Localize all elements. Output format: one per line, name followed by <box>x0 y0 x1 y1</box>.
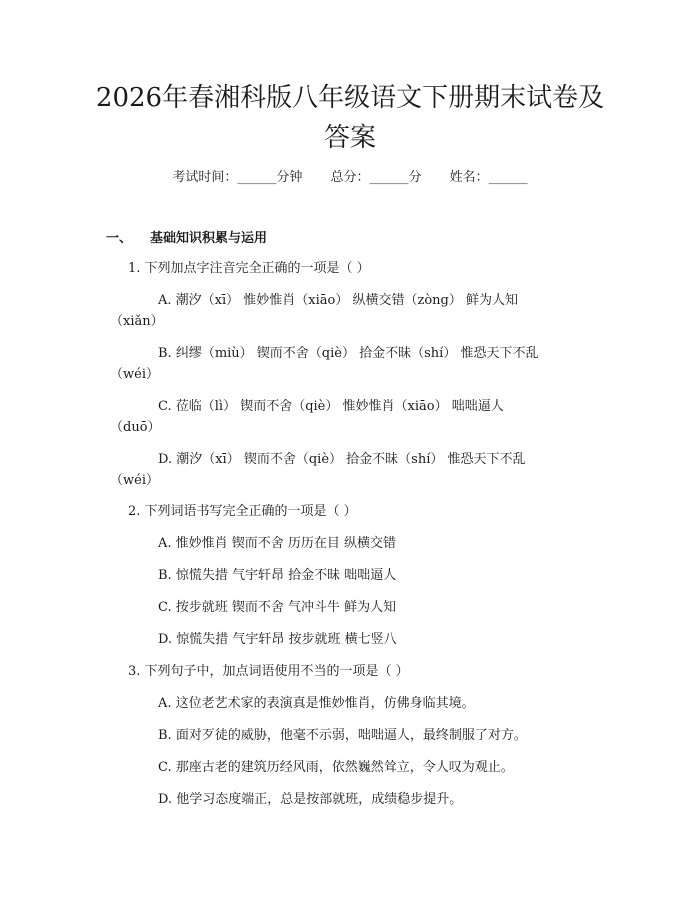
exam-info-line <box>0 168 700 188</box>
q1-option-c: C. 莅临（lì） 锲而不舍（qiè） 惟妙惟肖（xiāo） 咄咄逼人 <box>158 399 504 414</box>
q2-option-a: A. 惟妙惟肖 锲而不舍 历历在目 纵横交错 <box>158 536 397 551</box>
q3-option-d: D. 他学习态度端正，总是按部就班，成绩稳步提升。 <box>158 792 463 807</box>
question-1-stem: 1. 下列加点字注音完全正确的一项是（ ） <box>128 261 370 276</box>
q2-option-c: C. 按步就班 锲而不舍 气冲斗牛 鲜为人知 <box>158 600 397 615</box>
q3-option-a: A. 这位老艺术家的表演真是惟妙惟肖，仿佛身临其境。 <box>158 696 475 711</box>
section-heading <box>106 229 267 249</box>
document-title: 2026年春湘科版八年级语文下册期末试卷及答案 <box>95 83 605 153</box>
exam-time-field: 考试时间：______分钟 <box>172 170 303 185</box>
q1-option-d-wrap: （wéi） <box>110 473 159 488</box>
question-2-stem: 2. 下列词语书写完全正确的一项是（ ） <box>128 504 357 519</box>
q3-option-c: C. 那座古老的建筑历经风雨，依然巍然耸立，令人叹为观止。 <box>158 760 514 775</box>
section-title: 基础知识积累与运用 <box>150 231 268 246</box>
question-3-stem: 3. 下列句子中，加点词语使用不当的一项是（ ） <box>128 664 409 679</box>
q2-option-d: D. 惊慌失措 气宇轩昂 按步就班 横七竖八 <box>158 632 397 647</box>
name-field: 姓名：______ <box>449 170 528 185</box>
q3-option-b: B. 面对歹徒的威胁，他毫不示弱，咄咄逼人，最终制服了对方。 <box>158 728 527 743</box>
q1-option-d: D. 潮汐（xī） 锲而不舍（qiè） 拾金不昧（shí） 惟恐天下不乱 <box>158 452 526 467</box>
q1-option-c-wrap: （duō） <box>110 420 161 435</box>
q2-option-b: B. 惊慌失措 气宇轩昂 拾金不昧 咄咄逼人 <box>158 568 397 583</box>
section-number: 一、 <box>106 231 133 246</box>
q1-option-a-wrap: （xiǎn） <box>110 314 164 329</box>
q1-option-b-wrap: （wéi） <box>110 367 159 382</box>
q1-option-a: A. 潮汐（xī） 惟妙惟肖（xiāo） 纵横交错（zòng） 鲜为人知 <box>158 293 518 308</box>
total-score-field: 总分：______分 <box>330 170 422 185</box>
q1-option-b: B. 纠缪（miù） 锲而不舍（qiè） 拾金不昧（shí） 惟恐天下不乱 <box>158 346 539 361</box>
